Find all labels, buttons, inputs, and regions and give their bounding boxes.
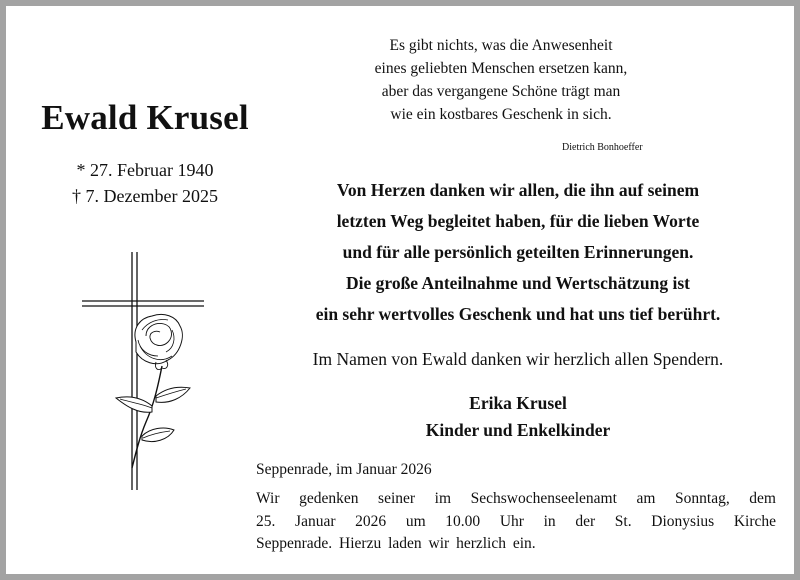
family-line: Erika Krusel [469, 393, 567, 413]
memorial-line: 25. Januar 2026 um 10.00 Uhr in der St. Dionysius Kirche [256, 512, 776, 530]
place-date: Seppenrade, im Januar 2026 [256, 461, 432, 478]
quote-line: Es gibt nichts, was die Anwesenheit [389, 37, 613, 54]
rose-icon [116, 314, 190, 468]
bonhoeffer-quote [336, 34, 666, 126]
deceased-name: Ewald Krusel [41, 98, 249, 137]
memorial-line: Wir gedenken seiner im Sechswochenseelenamt am Sonntag, dem [256, 490, 776, 507]
memorial-service-note [256, 488, 776, 556]
birth-date: * 27. Februar 1940 [76, 160, 214, 180]
family-signature [268, 390, 768, 444]
cross-rose-illustration [76, 246, 206, 501]
death-date: † 7. Dezember 2025 [72, 186, 218, 206]
cross-icon [76, 246, 206, 496]
thanks-line: Von Herzen danken wir allen, die ihn auf seinem [336, 180, 700, 200]
quote-line: eines geliebten Menschen ersetzen kann, [374, 60, 628, 77]
quote-line: aber das vergangene Schöne trägt man [381, 83, 621, 100]
quote-author: Dietrich Bonhoeffer [562, 142, 643, 153]
thanks-line: Die große Anteilnahme und Wertschätzung ist [345, 273, 691, 293]
family-line: Kinder und Enkelkinder [425, 420, 611, 440]
life-dates [34, 157, 256, 209]
donors-thanks: Im Namen von Ewald danken wir herzlich allen Spendern. [312, 349, 724, 369]
thanks-message [268, 175, 768, 330]
thanks-line: ein sehr wertvolles Geschenk und hat uns tief berührt. [315, 304, 721, 324]
thanks-line: letzten Weg begleitet haben, für die lieben Worte [336, 211, 700, 231]
memorial-line: Seppenrade. Hierzu laden wir herzlich ein. [256, 535, 536, 552]
thanks-line: und für alle persönlich geteilten Erinnerungen. [342, 242, 694, 262]
quote-line: wie ein kostbares Geschenk in sich. [390, 106, 612, 123]
